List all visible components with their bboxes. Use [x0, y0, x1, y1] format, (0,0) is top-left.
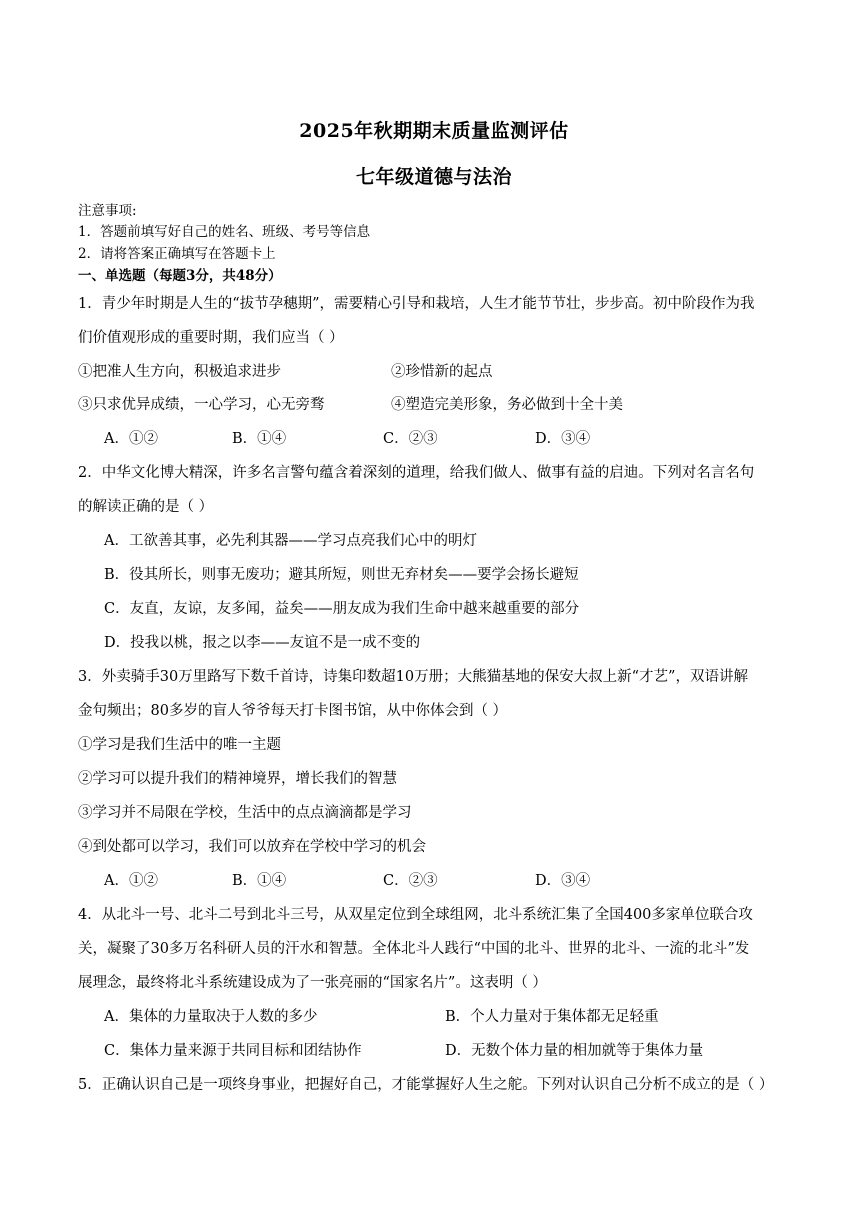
q1-option-d: D．③④ [535, 431, 591, 447]
exam-title: 2025年秋期期末质量监测评估 [299, 120, 569, 142]
q2-option-a: A．工欲善其事，必先利其器——学习点亮我们心中的明灯 [104, 533, 477, 549]
q4-option-d: D．无数个体力量的相加就等于集体力量 [445, 1043, 704, 1059]
q2-option-c: C．友直，友谅，友多闻，益矣——朋友成为我们生命中越来越重要的部分 [104, 601, 580, 617]
q4-stem-line-2: 关，凝聚了30多万名科研人员的汗水和智慧。全体北斗人践行“中国的北斗、世界的北斗、一流的北斗”发 [78, 941, 750, 957]
q2-option-d: D．投我以桃，报之以李——友谊不是一成不变的 [104, 635, 421, 651]
q1-statement-4: ④塑造完美形象，务必做到十全十美 [391, 397, 623, 413]
q2-stem-line-1: 2．中华文化博大精深，许多名言警句蕴含着深刻的道理，给我们做人、做事有益的启迪。下列对名言名句 [78, 465, 755, 481]
q4-option-c: C．集体力量来源于共同目标和团结协作 [104, 1043, 362, 1059]
q1-statement-2: ②珍惜新的起点 [391, 364, 493, 380]
q3-statement-3: ③学习并不局限在学校，生活中的点点滴滴都是学习 [78, 805, 412, 821]
q1-stem-line-1: 1．青少年时期是人生的“拔节孕穗期”，需要精心引导和栽培，人生才能节节壮，步步高。初中阶段作为我 [78, 296, 755, 312]
q1-option-c: C．②③ [383, 431, 438, 447]
q4-option-b: B．个人力量对于集体都无足轻重 [445, 1009, 659, 1025]
q3-stem-line-2: 金句频出；80多岁的盲人爷爷每天打卡图书馆，从中你体会到（ ） [78, 703, 508, 719]
q3-statement-4: ④到处都可以学习，我们可以放弃在学校中学习的机会 [78, 839, 426, 855]
notes-item-1: 1．答题前填写好自己的姓名、班级、考号等信息 [78, 224, 371, 240]
q3-option-d: D．③④ [535, 873, 591, 889]
q2-stem-line-2: 的解读正确的是（ ） [78, 499, 214, 515]
exam-subtitle: 七年级道德与法治 [355, 166, 512, 188]
q4-stem-line-1: 4．从北斗一号、北斗二号到北斗三号，从双星定位到全球组网，北斗系统汇集了全国400多家单位联合攻 [78, 907, 753, 923]
q2-option-b: B．役其所长，则事无废功；避其所短，则世无弃材矣——要学会扬长避短 [104, 567, 579, 583]
q1-statement-1: ①把准人生方向，积极追求进步 [78, 364, 281, 380]
q3-option-b: B．①④ [232, 873, 287, 889]
q4-option-a: A．集体的力量取决于人数的多少 [104, 1009, 318, 1025]
section-heading: 一、单选题（每题3分，共48分） [78, 268, 282, 284]
notes-item-2: 2．请将答案正确填写在答题卡上 [78, 246, 276, 262]
q1-option-b: B．①④ [232, 431, 287, 447]
q4-stem-line-3: 展理念，最终将北斗系统建设成为了一张亮丽的“国家名片”。这表明（ ） [78, 975, 547, 991]
q3-stem-line-1: 3．外卖骑手30万里路写下数千首诗，诗集印数超10万册；大熊猫基地的保安大叔上新“才艺”，双语讲解 [78, 669, 748, 685]
q1-stem-line-2: 们价值观形成的重要时期，我们应当（ ） [78, 330, 344, 346]
notes-heading: 注意事项: [78, 203, 137, 219]
q5-stem-line-1: 5．正确认识自己是一项终身事业，把握好自己，才能掌握好人生之舵。下列对认识自己分析不成立的是（ ） [78, 1077, 774, 1093]
q3-option-c: C．②③ [383, 873, 438, 889]
q1-statement-3: ③只求优异成绩，一心学习，心无旁骛 [78, 397, 325, 413]
q3-statement-1: ①学习是我们生活中的唯一主题 [78, 737, 281, 753]
q1-option-a: A．①② [104, 431, 158, 447]
q3-option-a: A．①② [104, 873, 158, 889]
q3-statement-2: ②学习可以提升我们的精神境界，增长我们的智慧 [78, 771, 397, 787]
